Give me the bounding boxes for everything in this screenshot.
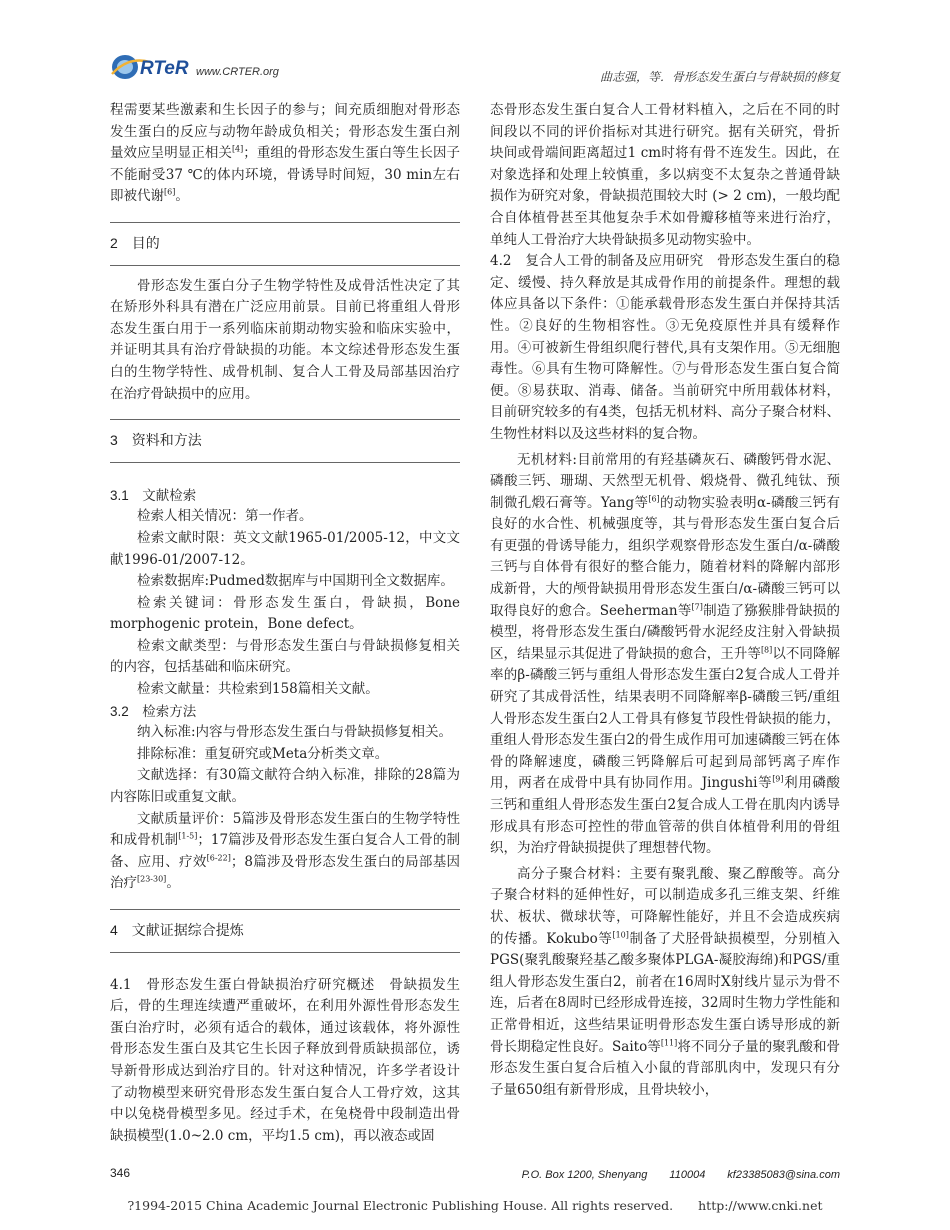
citation: [6-22] (206, 853, 231, 863)
search-item: 检索数据库:Pudmed数据库与中国期刊全文数据库。 (137, 573, 454, 590)
section-heading-evidence: 4 文献证据综合提炼 (110, 922, 244, 938)
journal-address: P.O. Box 1200, Shenyang 110004 kf23385083@sina.com (521, 1169, 840, 1181)
citation: [23-30] (137, 874, 167, 884)
section-divider (110, 909, 460, 910)
crter-logo[interactable] (110, 50, 310, 84)
search-item: 检索文献量：共检索到158篇相关文献。 (137, 681, 379, 698)
running-title: 曲志强，等．骨形态发生蛋白与骨缺损的修复 (599, 70, 840, 84)
inorganic-materials-paragraph: 无机材料:目前常用的有羟基磷灰石、磷酸钙骨水泥、磷酸三钙、珊瑚、天然型无机骨、煅烧骨、微孔纯钛、预制微孔煅石膏等。Yang等[6]的动物实验表明α-磷酸三钙有良好的水合性、机械强度等，其与骨形态发生蛋白复合后有更强的骨诱导能力，组织学观察骨形态发生蛋白/α-磷酸三钙与自体骨有很好的整合能力，随着材料的降解内部形成新骨，大的颅骨缺损用骨形态发生蛋白/α-磷酸三钙可以取得良好的愈合。Seeherman等[7]制造了猕猴腓骨缺损的模型，将骨形态发生蛋白/磷酸钙骨水泥经皮注射入骨缺损区，结果显示其促进了骨缺损的愈合，王升等[8]以不同降解率的β-磷酸三钙与重组人骨形态发生蛋白2复合成人工骨并研究了其成骨活性，结果表明不同降解率β-磷酸三钙/重组人骨形态发生蛋白2人工骨具有修复节段性骨缺损的能力，重组人骨形态发生蛋白2的骨生成作用可加速磷酸三钙在体骨的降解速度，磷酸三钙降解后可起到局部钙离子库作用，两者在成骨中具有协同作用。Jingushi等[9]利用磷酸三钙和重组人骨形态发生蛋白2复合成人工骨在肌肉内诱导形成具有形态可控性的带血管蒂的供自体植骨利用的骨组织，为治疗骨缺损提供了理想替代物。 (490, 451, 841, 857)
method-item-quality: 文献质量评价：5篇涉及骨形态发生蛋白的生物学特性和成骨机制[1-5]；17篇涉及骨形态发生蛋白复合人工骨的制备、应用、疗效[6-22]；8篇涉及骨形态发生蛋白的局部基因治疗[23-30]。 (110, 810, 461, 892)
section-heading-goal: 2 目的 (110, 234, 160, 251)
citation: [6] (648, 494, 660, 504)
section-divider (110, 952, 460, 953)
citation: [6] (164, 187, 176, 197)
polymer-materials-paragraph: 高分子聚合材料：主要有聚乳酸、聚乙醇酸等。高分子聚合材料的延伸性好，可以制造成多孔三维支架、纤维状、板状、微球状等，可降解性能好，并且不会造成疾病的传播。Kokubo等[10]制备了犬胫骨缺损模型，分别植入PGS(聚乳酸聚羟基乙酸多聚体PLGA-凝胶海绵)和PGS/重组人骨形态发生蛋白2，前者在16周时X射线片显示为骨不连，后者在8周时已经形成骨连接，32周时生物力学性能和正常骨相近，这些结果证明骨形态发生蛋白诱导形成的新骨长期稳定性良好。Saito等[11]将不同分子量的聚乳酸和骨形态发生蛋白复合后植入小鼠的背部肌肉中，发现只有分子量650组有新骨形成，且骨块较小， (490, 865, 841, 1098)
page-number: 346 (110, 1166, 131, 1180)
paragraph-4-1: 4.1 骨形态发生蛋白骨缺损治疗研究概述 骨缺损发生后，骨的生理连续遭严重破坏，在利用外源性骨形态发生蛋白治疗时，必须有适合的载体，通过该载体，将外源性骨形态发生蛋白及其它生长因子释放到骨质缺损部位，诱导新骨形成达到治疗目的。针对这种情况，许多学者设计了动物模型来研究骨形态发生蛋白复合人工骨疗效，这其中以兔桡骨模型多见。经过手术，在兔桡骨中段制造出骨缺损模型(1.0~2.0 cm，平均1.5 cm)，再以液态或固 (110, 976, 460, 1144)
subsection-heading-search: 3.1 文献检索 (110, 487, 197, 503)
section-divider (110, 462, 460, 463)
citation: [1-5] (178, 831, 198, 841)
copyright-line: ?1994-2015 China Academic Journal Electronic Publishing House. All rights reserved. http://www.cnki.net (127, 1198, 823, 1213)
svg-text:RTeR: RTeR (140, 58, 189, 79)
citation: [8] (760, 645, 773, 655)
section-divider (110, 222, 460, 223)
section-divider (110, 419, 460, 420)
paragraph-4-2: 4.2 复合人工骨的制备及应用研究 骨形态发生蛋白的稳定、缓慢、持久释放是其成骨作用的前提条件。理想的载体应具备以下条件：①能承载骨形态发生蛋白并保持其活性。②良好的生物相容性。③无免疫原性并具有缓释作用。④可被新生骨组织爬行替代,具有支架作用。⑤无细胞毒性。⑥具有生物可降解性。⑦与骨形态发生蛋白复合简便。⑧易获取、消毒、储备。当前研究中所用载体材料，目前研究较多的有4类，包括无机材料、高分子聚合材料、生物性材料以及这些材料的复合物。 (490, 253, 840, 442)
search-item: 检索文献类型：与骨形态发生蛋白与骨缺损修复相关的内容，包括基础和临床研究。 (110, 637, 460, 676)
search-item: 检索文献时限：英文文献1965-01/2005-12，中文文献1996-01/2007-12。 (110, 529, 460, 568)
citation: [11] (660, 1038, 678, 1048)
site-url[interactable]: www.CRTER.org (196, 66, 279, 78)
citation: [9] (772, 774, 784, 784)
left-column (110, 100, 460, 1147)
intro-paragraph-continued: 程需要某些激素和生长因子的参与；间充质细胞对骨形态发生蛋白的反应与动物年龄成负相关；骨形态发生蛋白剂量效应呈明显正相关[4]；重组的骨形态发生蛋白等生长因子不能耐受37 ℃的体内环境，骨诱导时间短，30 min左右即被代谢[6]。 (110, 102, 461, 205)
crter-logo-icon (110, 52, 198, 82)
citation: [4] (231, 144, 244, 154)
search-item: 检索人相关情况：第一作者。 (137, 508, 313, 525)
citation: [10] (612, 930, 629, 940)
method-item: 文献选择：有30篇文献符合纳入标准，排除的28篇为内容陈旧或重复文献。 (110, 767, 460, 806)
subsection-heading-method: 3.2 检索方法 (110, 703, 197, 719)
goal-paragraph: 骨形态发生蛋白分子生物学特性及成骨活性决定了其在矫形外科具有潜在广泛应用前景。目前已将重组人骨形态发生蛋白用于一系列临床前期动物实验和临床实验中，并证明其具有治疗骨缺损的功能。本文综述骨形态发生蛋白的生物学特性、成骨机制、复合人工骨及局部基因治疗在治疗骨缺损中的应用。 (110, 277, 460, 402)
section-divider (110, 265, 460, 266)
page-header (110, 50, 840, 86)
citation: [7] (691, 602, 703, 612)
right-column (490, 100, 840, 1101)
method-item: 纳入标准:内容与骨形态发生蛋白与骨缺损修复相关。 (137, 724, 453, 741)
paragraph-4-1-continued: 态骨形态发生蛋白复合人工骨材料植入，之后在不同的时间段以不同的评价指标对其进行研究。据有关研究，骨折块间或骨端间距离超过1 cm时将有骨不连发生。因此，在对象选择和处理上较慎重，多以病变不太复杂之普通骨缺损作为研究对象，骨缺损范围较大时 (> 2 cm)，一般均配合自体植骨甚至其他复杂手术如骨瓣移植等来进行治疗，单纯人工骨治疗大块骨缺损多见动物实验中。 (490, 102, 840, 248)
method-item: 排除标准：重复研究或Meta分析类文章。 (137, 745, 389, 762)
search-item: 检索关键词：骨形态发生蛋白，骨缺损，Bone morphogenic protein，Bone defect。 (110, 594, 460, 633)
section-heading-methods: 3 资料和方法 (110, 432, 202, 449)
